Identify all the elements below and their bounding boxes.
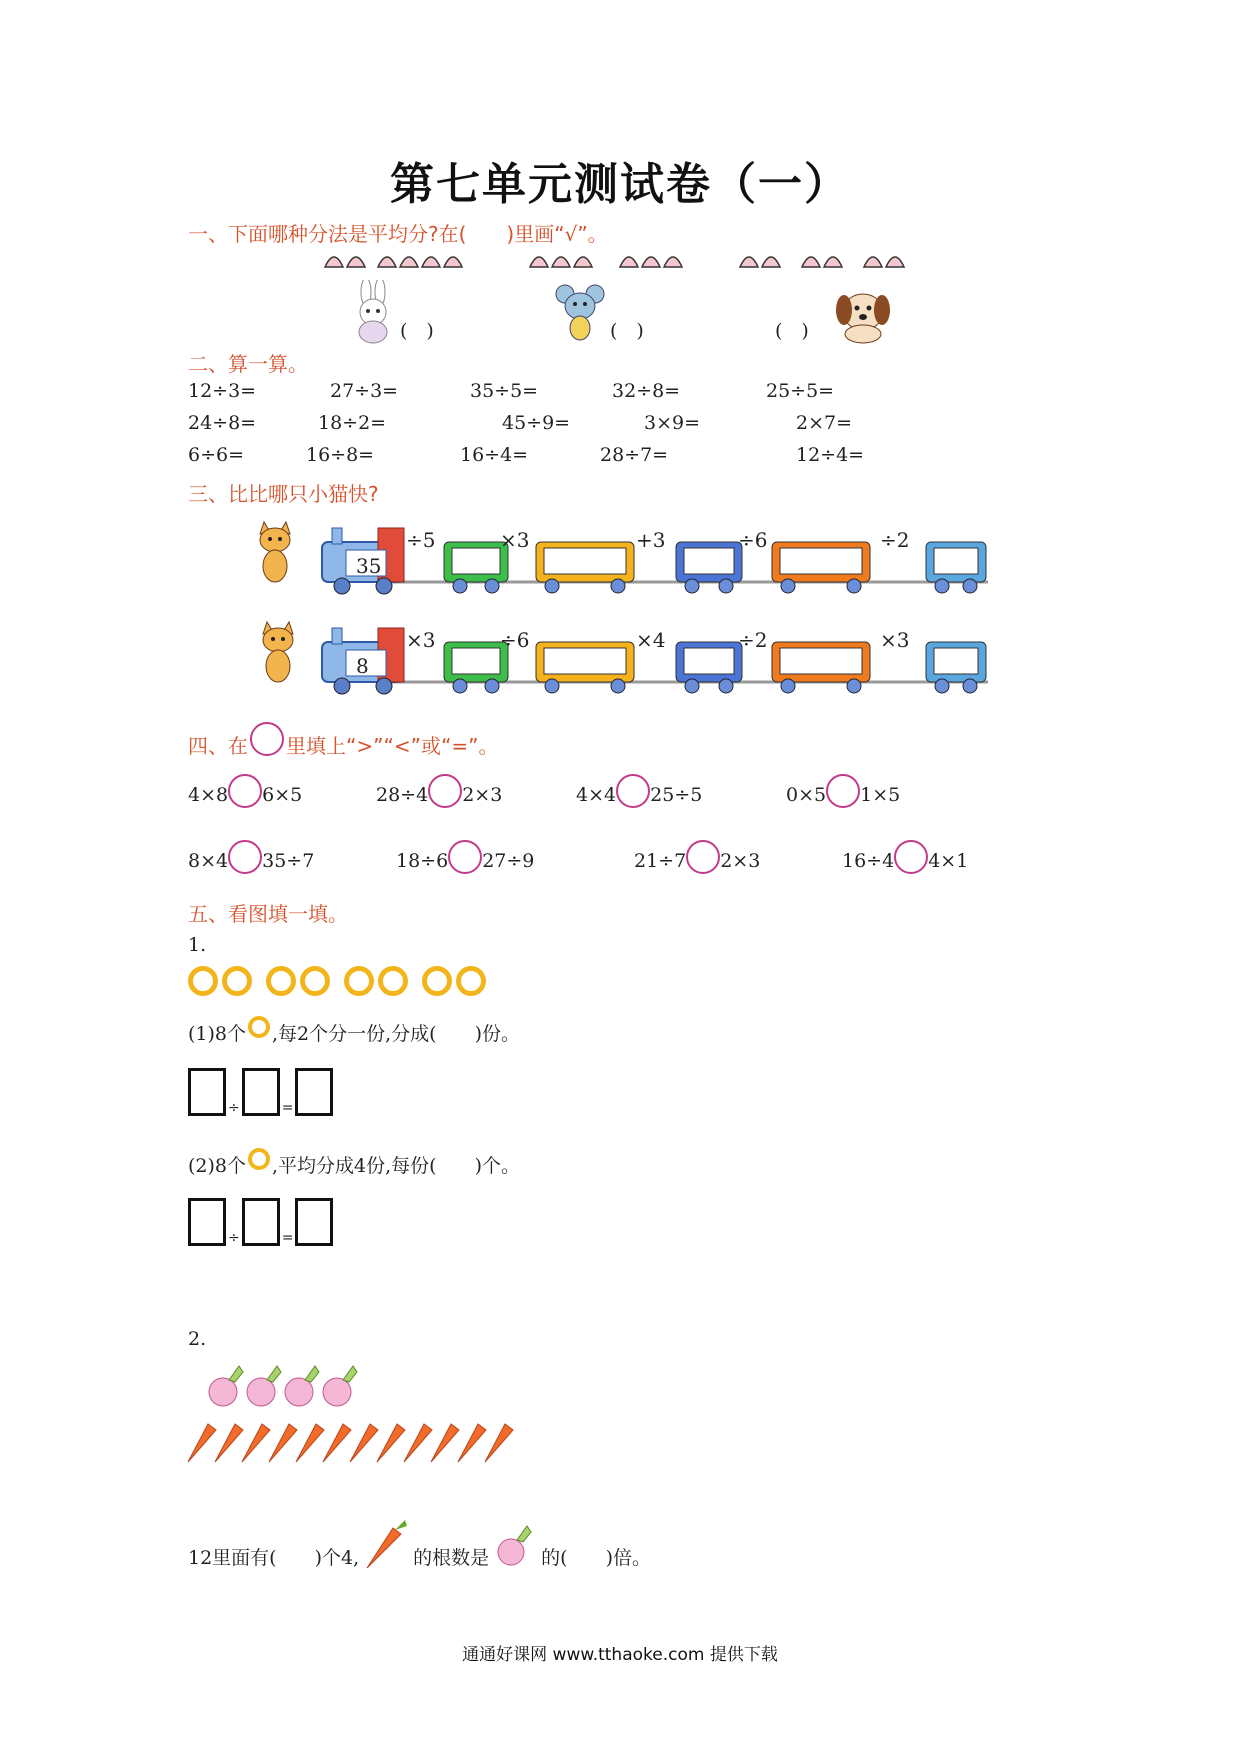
carrot-icon (377, 1424, 405, 1462)
section5-heading: 五、看图填一填。 (188, 902, 348, 926)
calc-problem: 16÷8= (306, 444, 375, 466)
section4-heading-a: 四、在 (188, 733, 248, 758)
compare-circle[interactable] (616, 774, 650, 808)
train-operation: ×3 (500, 528, 530, 552)
circle-symbol (250, 722, 284, 756)
dog-icon (832, 286, 894, 344)
ring-icon (378, 966, 408, 996)
compare-left: 4×4 (576, 784, 617, 806)
peach-icon (422, 257, 440, 267)
train-operation: ÷6 (738, 528, 768, 552)
compare-left: 8×4 (188, 850, 229, 872)
compare-item (842, 840, 968, 882)
carrot-icon (215, 1424, 243, 1462)
train-car (772, 542, 870, 593)
cat-icon (250, 520, 300, 584)
equation-1 (188, 1068, 333, 1116)
compare-circle[interactable] (228, 840, 262, 874)
radish-icon (285, 1366, 319, 1406)
calc-problem: 12÷4= (796, 444, 865, 466)
train-start-number: 35 (356, 554, 382, 578)
ring-icon (422, 966, 452, 996)
compare-circle[interactable] (428, 774, 462, 808)
peach-icon (400, 257, 418, 267)
train-operation: ÷2 (880, 528, 910, 552)
train-car (926, 642, 986, 693)
ring-icon (456, 966, 486, 996)
compare-right: 27÷9 (482, 850, 535, 872)
peach-icon (620, 257, 638, 267)
peach-icon (740, 257, 758, 267)
calc-problem: 27÷3= (330, 380, 399, 402)
carrot-icon (485, 1424, 513, 1462)
carrot-icon (269, 1424, 297, 1462)
section2-heading: 二、算一算。 (188, 352, 308, 376)
train-car (926, 542, 986, 593)
compare-item (786, 774, 900, 816)
peach-icon (864, 257, 882, 267)
calc-problem: 25÷5= (766, 380, 835, 402)
compare-right: 35÷7 (262, 850, 315, 872)
compare-left: 0×5 (786, 784, 827, 806)
calc-problem: 3×9= (644, 412, 701, 434)
peach-icon (762, 257, 780, 267)
compare-circle[interactable] (686, 840, 720, 874)
peach-icon (444, 257, 462, 267)
compare-right: 6×5 (262, 784, 303, 806)
question1a (188, 1016, 520, 1048)
compare-item (376, 774, 502, 816)
section3-heading: 三、比比哪只小猫快? (188, 482, 379, 506)
peach-icon (886, 257, 904, 267)
compare-circle[interactable] (826, 774, 860, 808)
calc-problem: 2×7= (796, 412, 853, 434)
ring-icon (248, 1016, 270, 1038)
compare-left: 16÷4 (842, 850, 895, 872)
answer-box[interactable] (188, 1068, 226, 1116)
answer-box[interactable] (242, 1198, 280, 1246)
ring-icon (188, 966, 218, 996)
peach-icon (378, 257, 396, 267)
answer-paren-3[interactable]: ( ) (775, 320, 809, 342)
carrot-icon (188, 1424, 216, 1462)
ring-icon (222, 966, 252, 996)
calc-problem: 28÷7= (600, 444, 669, 466)
train-car (444, 642, 508, 693)
train-start-number: 8 (356, 654, 369, 678)
carrot-icon (242, 1424, 270, 1462)
cat-icon-2 (253, 620, 303, 684)
carrot-icon (404, 1424, 432, 1462)
train-car (444, 542, 508, 593)
ring-icon (300, 966, 330, 996)
compare-item (396, 840, 534, 882)
carrot-icon (350, 1424, 378, 1462)
answer-box[interactable] (295, 1198, 333, 1246)
question2-number: 2. (188, 1328, 207, 1350)
footer-text: 通通好课网 www.tthaoke.com 提供下载 (462, 1645, 778, 1665)
question1b-text-a: (2)8个 (188, 1154, 247, 1177)
question2-text-b: 的根数是 (413, 1547, 490, 1569)
question1b (188, 1148, 520, 1180)
train-car (536, 542, 634, 593)
train-car (772, 642, 870, 693)
carrot-icon (458, 1424, 486, 1462)
train-operation: +3 (636, 528, 666, 552)
peach-icon (642, 257, 660, 267)
carrots-row (186, 1412, 526, 1468)
peach-icon (530, 257, 548, 267)
compare-right: 2×3 (720, 850, 761, 872)
radish-icon (247, 1366, 281, 1406)
train-operation: ÷5 (406, 528, 436, 552)
compare-circle[interactable] (228, 774, 262, 808)
peach-icon (325, 257, 343, 267)
compare-right: 2×3 (462, 784, 503, 806)
carrot-icon (431, 1424, 459, 1462)
compare-circle[interactable] (894, 840, 928, 874)
equals-sign: = (281, 1230, 294, 1246)
question2-text-c: 的( )倍。 (541, 1547, 651, 1569)
train-operation: ×4 (636, 628, 666, 652)
divide-sign: ÷ (228, 1100, 240, 1116)
equation-2 (188, 1198, 333, 1246)
section1-heading: 一、下面哪种分法是平均分?在( )里画“√”。 (188, 222, 608, 246)
peaches-row (320, 245, 940, 275)
question1-number: 1. (188, 934, 207, 956)
section4-heading-b: 里填上“>”“<”或“=”。 (286, 733, 499, 758)
answer-paren-1[interactable]: ( ) (400, 320, 434, 342)
carrot-icon (323, 1424, 351, 1462)
peach-icon (802, 257, 820, 267)
radish-icon (493, 1518, 537, 1570)
section4-heading (188, 722, 498, 766)
calc-problem: 18÷2= (318, 412, 387, 434)
calc-problem: 32÷8= (612, 380, 681, 402)
compare-right: 1×5 (860, 784, 901, 806)
compare-left: 21÷7 (634, 850, 687, 872)
carrot-icon (363, 1518, 409, 1570)
train-operation: ÷2 (738, 628, 768, 652)
peach-icon (347, 257, 365, 267)
calc-problem: 12÷3= (188, 380, 257, 402)
answer-box[interactable] (295, 1068, 333, 1116)
question2 (188, 1518, 651, 1570)
compare-left: 4×8 (188, 784, 229, 806)
compare-item (188, 774, 302, 816)
peach-icon (552, 257, 570, 267)
train-car (676, 642, 742, 693)
ring-icon (248, 1148, 270, 1170)
answer-box[interactable] (188, 1198, 226, 1246)
calc-problem: 24÷8= (188, 412, 257, 434)
peach-icon (574, 257, 592, 267)
calc-problem: 35÷5= (470, 380, 539, 402)
peach-icon (664, 257, 682, 267)
train-car (676, 542, 742, 593)
rabbit-icon (350, 280, 396, 344)
question1a-text-b: ,每2个分一份,分成( )份。 (272, 1022, 521, 1045)
answer-paren-2[interactable]: ( ) (610, 320, 644, 342)
question1a-text-a: (1)8个 (188, 1022, 247, 1045)
train-operation: ×3 (406, 628, 436, 652)
ring-icon (344, 966, 374, 996)
calc-problem: 45÷9= (502, 412, 571, 434)
train-operation: ÷6 (500, 628, 530, 652)
train-car (536, 642, 634, 693)
carrot-icon (296, 1424, 324, 1462)
compare-right: 4×1 (928, 850, 969, 872)
radishes-row (205, 1362, 365, 1410)
compare-item (634, 840, 760, 882)
compare-left: 18÷6 (396, 850, 449, 872)
page-title: 第七单元测试卷（一） (390, 159, 850, 210)
question1b-text-b: ,平均分成4份,每份( )个。 (272, 1154, 521, 1177)
radish-icon (323, 1366, 357, 1406)
compare-left: 28÷4 (376, 784, 429, 806)
train-operation: ×3 (880, 628, 910, 652)
compare-item (188, 840, 314, 882)
calc-problem: 6÷6= (188, 444, 245, 466)
peach-icon (824, 257, 842, 267)
calc-problem: 16÷4= (460, 444, 529, 466)
ring-icon (266, 966, 296, 996)
compare-circle[interactable] (448, 840, 482, 874)
question2-text-a: 12里面有( )个4, (188, 1547, 360, 1569)
divide-sign: ÷ (228, 1230, 240, 1246)
mouse-icon (555, 282, 605, 344)
compare-item (576, 774, 702, 816)
answer-box[interactable] (242, 1068, 280, 1116)
equals-sign: = (281, 1100, 294, 1116)
compare-right: 25÷5 (650, 784, 703, 806)
radish-icon (209, 1366, 243, 1406)
